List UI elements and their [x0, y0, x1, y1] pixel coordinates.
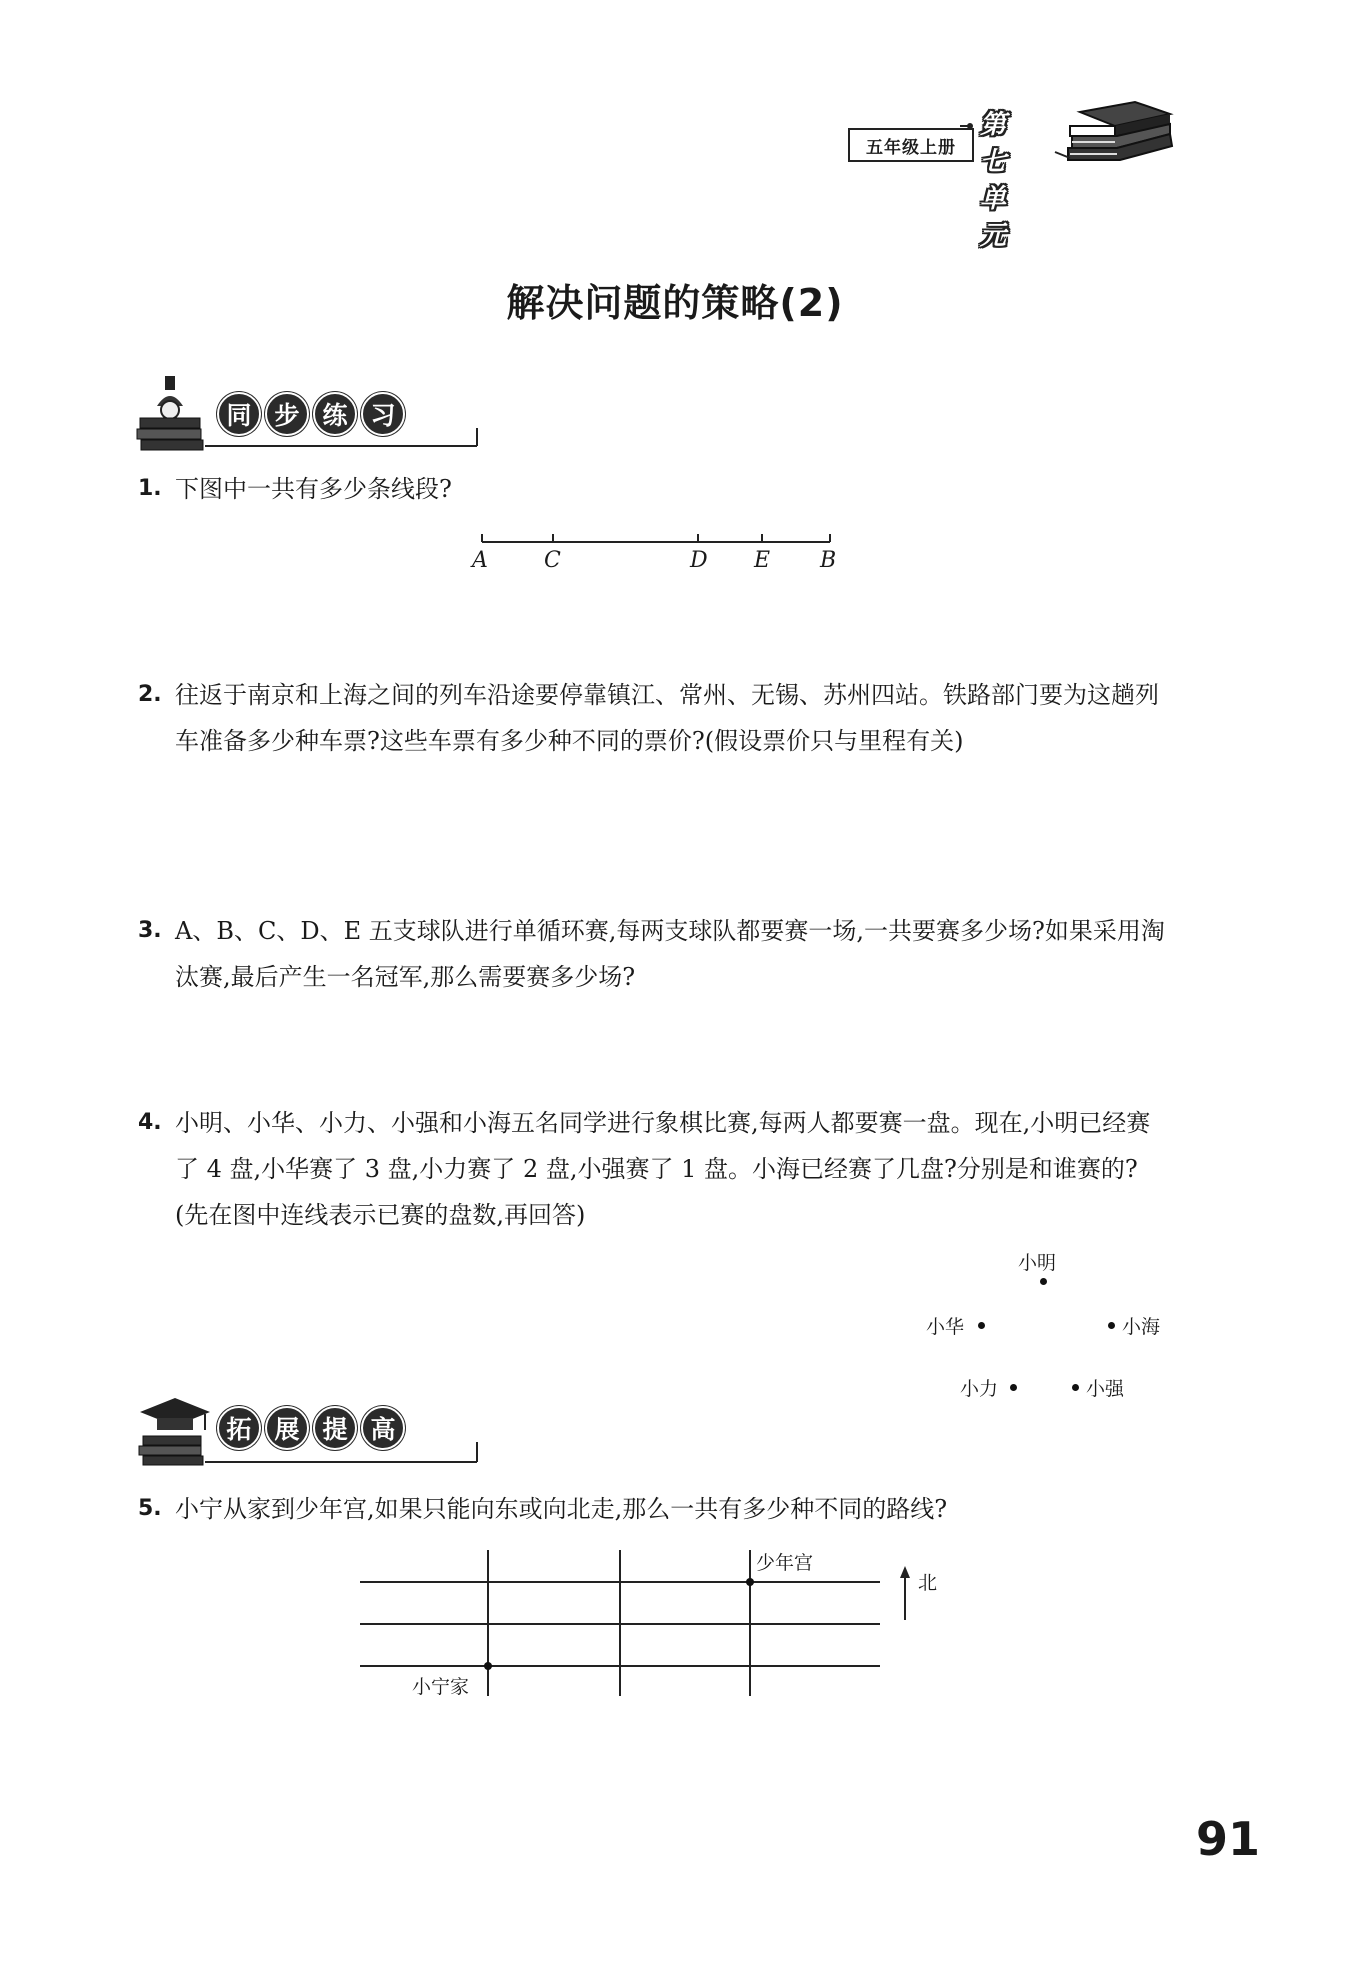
- question-number: 3.: [138, 918, 162, 943]
- question-text: 小宁从家到少年宫,如果只能向东或向北走,那么一共有多少种不同的路线?: [175, 1495, 948, 1523]
- question-number: 4.: [138, 1110, 162, 1135]
- home-point: [484, 1662, 492, 1670]
- point-label-c: C: [544, 548, 561, 573]
- point-label-e: E: [754, 548, 771, 573]
- player-label-xiaohai: 小海: [1122, 1316, 1161, 1338]
- question-3: [138, 908, 1168, 1000]
- player-dot-xiaohai: [1108, 1322, 1115, 1329]
- graduation-cap-books-icon: [135, 1392, 215, 1472]
- question-number: 2.: [138, 682, 162, 707]
- point-label-d: D: [690, 548, 708, 573]
- point-label-b: B: [820, 548, 837, 573]
- grade-label: 五年级上册: [848, 128, 974, 162]
- unit-label: 第七单元: [980, 110, 1008, 251]
- tag-char: 习: [361, 392, 405, 436]
- question-text: 下图中一共有多少条线段?: [175, 475, 452, 503]
- player-diagram: [910, 1240, 1180, 1410]
- tag-char: 同: [217, 392, 261, 436]
- page-title: 解决问题的策略(2): [506, 281, 844, 325]
- palace-label: 少年宫: [756, 1552, 814, 1574]
- tag-char: 展: [265, 1406, 309, 1450]
- north-label: 北: [918, 1572, 938, 1594]
- player-label-xiaohua: 小华: [926, 1316, 965, 1338]
- question-number: 5.: [138, 1496, 162, 1521]
- question-4: [138, 1100, 1168, 1238]
- tag-char: 提: [313, 1406, 357, 1450]
- player-dot-xiaoqiang: [1072, 1384, 1079, 1391]
- question-5: [138, 1486, 1168, 1532]
- section-extend-title: [217, 1406, 405, 1450]
- home-label: 小宁家: [412, 1676, 470, 1698]
- point-label-a: A: [472, 548, 488, 573]
- question-text: 往返于南京和上海之间的列车沿途要停靠镇江、常州、无锡、苏州四站。铁路部门要为这趟列车准备多少种车票?这些车票有多少种不同的票价?(假设票价只与里程有关): [175, 681, 1159, 755]
- tag-char: 拓: [217, 1406, 261, 1450]
- page-number: 91: [1195, 1812, 1260, 1866]
- player-label-xiaoming: 小明: [1018, 1252, 1057, 1274]
- tag-char: 高: [361, 1406, 405, 1450]
- line-segment-diagram: [470, 530, 850, 580]
- lamp-books-icon: [135, 372, 215, 457]
- player-label-xiaoli: 小力: [960, 1378, 999, 1400]
- palace-point: [746, 1578, 754, 1586]
- question-text: 小明、小华、小力、小强和小海五名同学进行象棋比赛,每两人都要赛一盘。现在,小明已经赛了 4 盘,小华赛了 3 盘,小力赛了 2 盘,小强赛了 1 盘。小海已经赛了几盘?分别是和谁赛的?(先在图中连线表示已赛的盘数,再回答): [175, 1109, 1151, 1229]
- question-text: A、B、C、D、E 五支球队进行单循环赛,每两支球队都要赛一场,一共要赛多少场?如果采用淘汰赛,最后产生一名冠军,那么需要赛多少场?: [175, 917, 1165, 991]
- section-sync-title: [217, 392, 405, 436]
- question-2: [138, 672, 1168, 764]
- player-dot-xiaoming: [1040, 1278, 1047, 1285]
- player-dot-xiaoli: [1010, 1384, 1017, 1391]
- question-1: [138, 466, 1168, 512]
- question-number: 1.: [138, 476, 162, 501]
- player-label-xiaoqiang: 小强: [1086, 1378, 1125, 1400]
- tag-char: 练: [313, 392, 357, 436]
- player-dot-xiaohua: [978, 1322, 985, 1329]
- tag-char: 步: [265, 392, 309, 436]
